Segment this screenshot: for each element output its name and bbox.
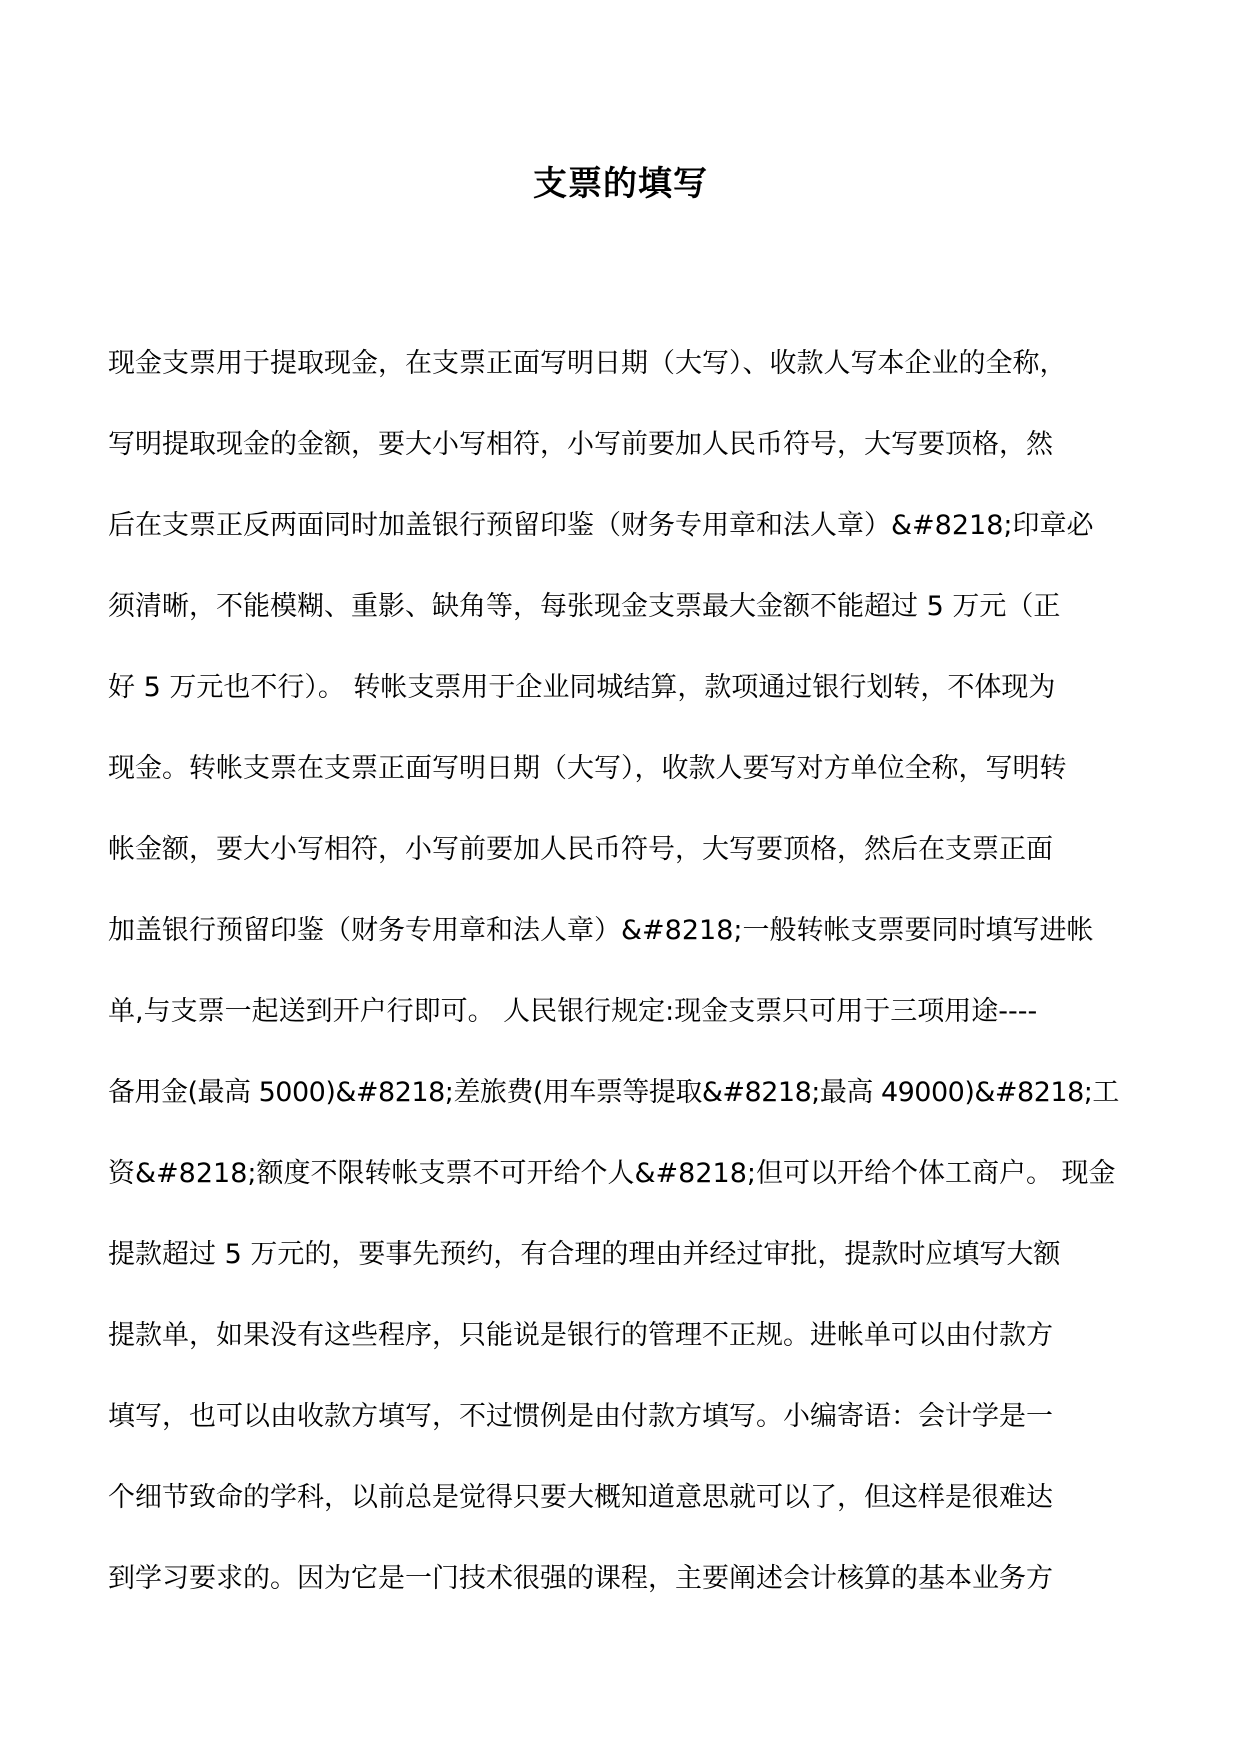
body-line: 好 5 万元也不行）。 转帐支票用于企业同城结算，款项通过银行划转，不体现为 [108,672,1056,703]
body-line: 加盖银行预留印鉴（财务专用章和法人章）&#8218;一般转帐支票要同时填写进帐 [108,915,1094,946]
body-line: 提款超过 5 万元的，要事先预约，有合理的理由并经过审批，提款时应填写大额 [108,1239,1061,1270]
body-line: 写明提取现金的金额，要大小写相符，小写前要加人民币符号，大写要顶格，然 [108,429,1053,460]
body-line: 资&#8218;额度不限转帐支票不可开给个人&#8218;但可以开给个体工商户。 现金 [108,1158,1116,1189]
body-line: 填写，也可以由收款方填写，不过惯例是由付款方填写。小编寄语：会计学是一 [108,1401,1053,1432]
document-title: 支票的填写 [533,164,708,204]
body-line: 个细节致命的学科，以前总是觉得只要大概知道意思就可以了，但这样是很难达 [108,1482,1053,1513]
body-line: 后在支票正反两面同时加盖银行预留印鉴（财务专用章和法人章）&#8218;印章必 [108,510,1094,541]
body-line: 单,与支票一起送到开户行即可。 人民银行规定:现金支票只可用于三项用途---- [108,996,1038,1027]
body-line: 备用金(最高 5000)&#8218;差旅费(用车票等提取&#8218;最高 49000)&#8218;工 [108,1077,1119,1108]
body-line: 须清晰，不能模糊、重影、缺角等，每张现金支票最大金额不能超过 5 万元（正 [108,591,1061,622]
body-line: 现金支票用于提取现金，在支票正面写明日期（大写）、收款人写本企业的全称， [108,348,1067,379]
document-body [108,340,1138,1636]
body-line: 到学习要求的。因为它是一门技术很强的课程，主要阐述会计核算的基本业务方 [108,1563,1053,1594]
body-line: 现金。转帐支票在支票正面写明日期（大写），收款人要写对方单位全称，写明转 [108,753,1067,784]
body-line: 帐金额，要大小写相符，小写前要加人民币符号，大写要顶格，然后在支票正面 [108,834,1053,865]
body-line: 提款单，如果没有这些程序，只能说是银行的管理不正规。进帐单可以由付款方 [108,1320,1053,1351]
